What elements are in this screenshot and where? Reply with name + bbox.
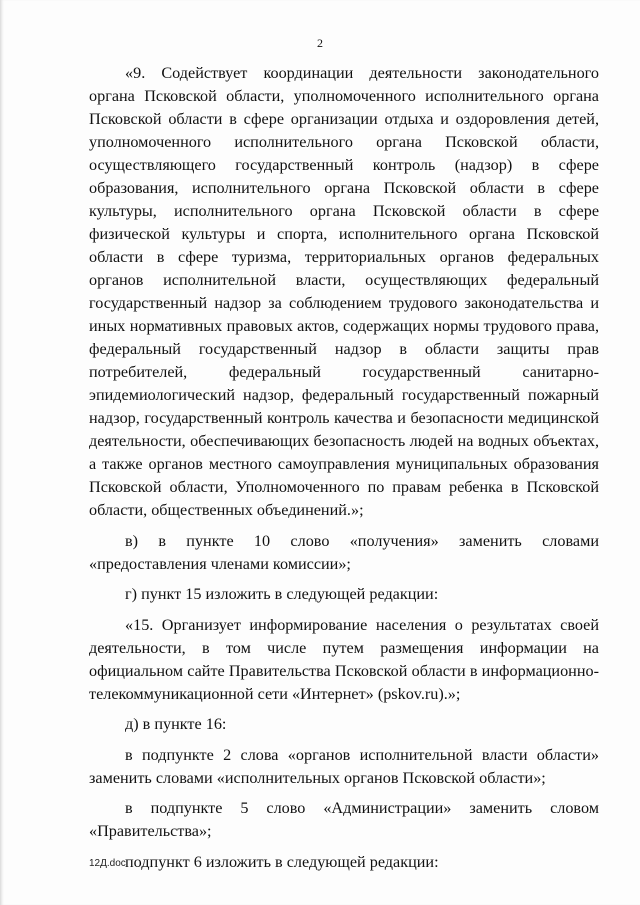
paragraph-subitem-d: д) в пункте 16: — [125, 715, 227, 733]
document-body — [89, 62, 599, 881]
page-number: 2 — [317, 36, 323, 50]
paragraph-subitem-v: в) в пункте 10 слово «получения» заменить словами «предоставления членами комиссии»; — [89, 531, 599, 573]
paragraph-subpoint-5: в подпункте 5 слово «Администрации» заменить словом «Правительства»; — [89, 799, 599, 840]
paragraph-item-9: «9. Содействует координации деятельности законодательного органа Псковской области, уполномоченного исполнительного органа Псковской области в сфере организации отдыха и оздоровления детей, уполномоченного исполнительного органа Псковской области, осуществляющего государственный контроль (надзор) в сфере образования, исполнительного органа Псковской области в сфере культуры, исполнительного органа Псковской области в сфере физической культуры и спорта, исполнительного органа Псковской области в сфере туризма, территориальных органов федеральных органов исполнительной власти, осуществляющих федеральный государственный надзор за соблюдением трудового законодательства и иных нормативных правовых актов, содержащих нормы трудового права, федеральный государственный надзор в области защиты прав потребителей, федеральный государственный санитарно-эпидемиологический надзор, федеральный государственный пожарный надзор, государственный контроль качества и безопасности медицинской деятельности, обеспечивающих безопасность людей на водных объектах, а также органов местного самоуправления муниципальных образования Псковской области, Уполномоченного по правам ребенка в Псковской области, общественных объединений.»; — [89, 64, 599, 519]
paragraph-subitem-g: г) пункт 15 изложить в следующей редакции: — [125, 585, 439, 603]
paragraph-subpoint-2: в подпункте 2 слова «органов исполнительной власти области» заменить словами «исполнительных органов Псковской области»; — [89, 745, 599, 787]
paragraph-subpoint-6: подпункт 6 изложить в следующей редакции: — [125, 852, 439, 871]
paragraph-item-15: «15. Организует информирование населения о результатах своей деятельности, в том числе путем размещения информации на официальном сайте Правительства Псковской области в информационно-телекоммуникационной сети «Интернет» (pskov.ru).»; — [89, 615, 599, 703]
footer-filename: 12Д.doc — [89, 858, 126, 869]
